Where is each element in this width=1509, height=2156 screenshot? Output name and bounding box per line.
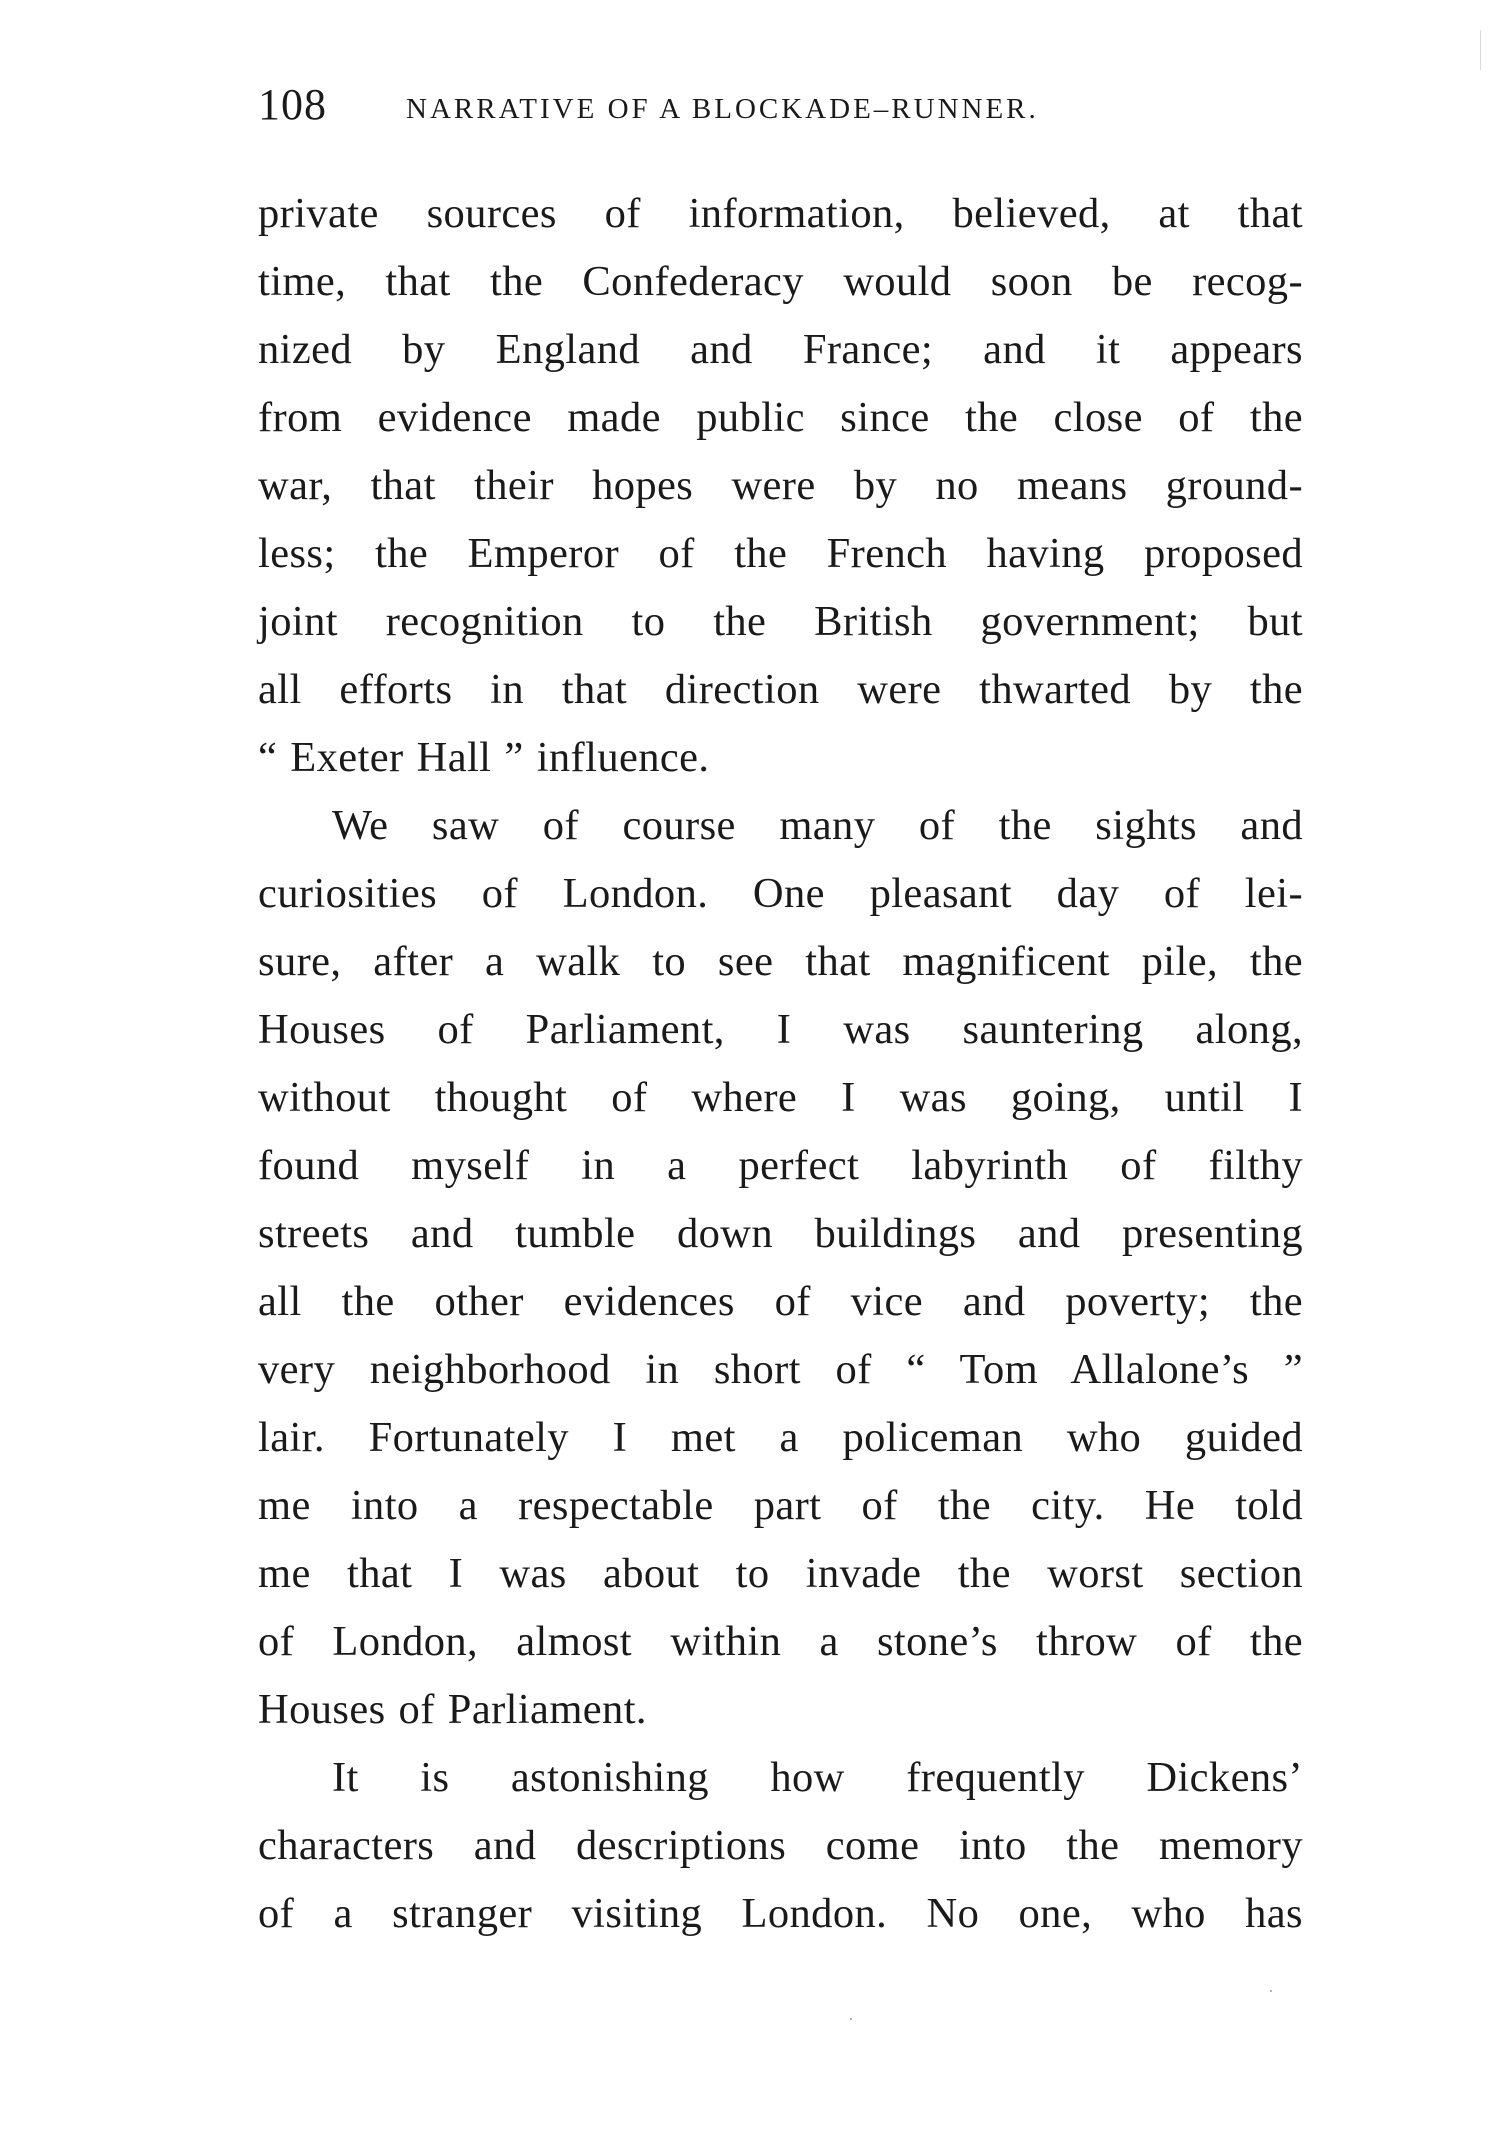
text-line: lair. Fortunately I met a policeman who guided <box>258 1414 1303 1461</box>
text-line: nized by England and France; and it appears <box>258 326 1303 373</box>
text-line: me that I was about to invade the worst section <box>258 1550 1303 1597</box>
text-line: from evidence made public since the close of the <box>258 394 1303 441</box>
text-line: war, that their hopes were by no means ground- <box>258 462 1303 509</box>
text-line: We saw of course many of the sights and <box>332 802 1303 849</box>
text-line: joint recognition to the British government; but <box>258 598 1303 645</box>
text-line: all the other evidences of vice and poverty; the <box>258 1278 1303 1325</box>
text-line: found myself in a perfect labyrinth of filthy <box>258 1142 1303 1189</box>
text-line: “ Exeter Hall ” influence. <box>258 734 710 781</box>
text-line: curiosities of London. One pleasant day of lei- <box>258 870 1303 917</box>
text-line: all efforts in that direction were thwarted by the <box>258 666 1303 713</box>
page-number: 108 <box>258 80 327 129</box>
scan-speck <box>1480 30 1481 70</box>
text-line: characters and descriptions come into the memory <box>258 1822 1303 1869</box>
running-head: NARRATIVE OF A BLOCKADE–RUNNER. <box>406 93 1039 125</box>
text-line: me into a respectable part of the city. He told <box>258 1482 1303 1529</box>
paragraph <box>258 1744 1303 1948</box>
scan-speck <box>850 2018 852 2020</box>
text-line: streets and tumble down buildings and presenting <box>258 1210 1303 1257</box>
text-line: private sources of information, believed, at that <box>258 190 1303 237</box>
paragraph <box>258 792 1303 1744</box>
text-line: less; the Emperor of the French having proposed <box>258 530 1303 577</box>
text-line: Houses of Parliament, I was sauntering along, <box>258 1006 1303 1053</box>
text-line: of a stranger visiting London. No one, who has <box>258 1890 1303 1937</box>
text-line: of London, almost within a stone’s throw of the <box>258 1618 1303 1665</box>
text-line: It is astonishing how frequently Dickens’ <box>332 1754 1303 1801</box>
scan-speck <box>1270 1990 1272 1992</box>
text-line: sure, after a walk to see that magnificent pile, the <box>258 938 1303 985</box>
text-line: Houses of Parliament. <box>258 1686 647 1733</box>
body-text <box>258 180 1303 1948</box>
text-line: time, that the Confederacy would soon be recog- <box>258 258 1303 305</box>
text-line: without thought of where I was going, until I <box>258 1074 1303 1121</box>
page-header <box>258 75 1303 135</box>
text-line: very neighborhood in short of “ Tom Allalone’s ” <box>258 1346 1303 1393</box>
paragraph <box>258 180 1303 792</box>
